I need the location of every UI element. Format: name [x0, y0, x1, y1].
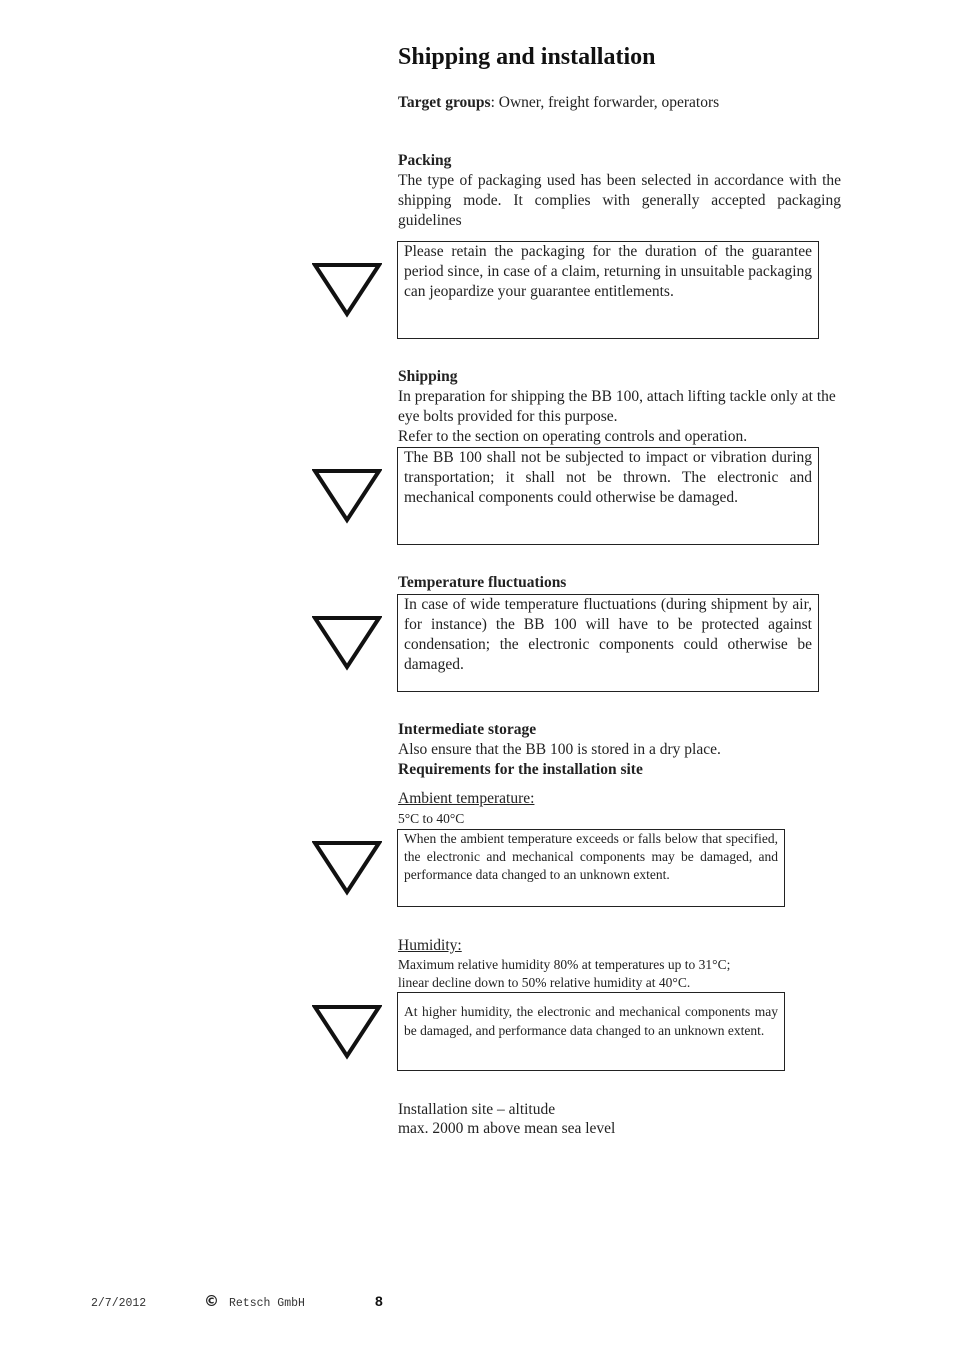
- shipping-warning-box: The BB 100 shall not be subjected to impact or vibration during transportation; it shall not be thrown. The electronic and mechanical components could otherwise be damaged.: [397, 447, 819, 545]
- packing-body: The type of packaging used has been selected in accordance with the shipping mode. It complies with generally accepted packaging guidelines: [398, 172, 841, 229]
- target-groups: [398, 93, 841, 113]
- storage-body: Also ensure that the BB 100 is stored in a dry place.: [398, 741, 721, 758]
- packing-heading: Packing: [398, 152, 452, 169]
- shipping-body-2: Refer to the section on operating controls and operation.: [398, 428, 748, 445]
- warning-triangle-icon: [312, 468, 382, 524]
- ambient-temperature-value: 5°C to 40°C: [398, 811, 465, 826]
- humidity-line-1: Maximum relative humidity 80% at temperatures up to 31°C;: [398, 957, 731, 972]
- packing-warning-box: Please retain the packaging for the duration of the guarantee period since, in case of a claim, returning in unsuitable packaging can jeopardize your guarantee entitlements.: [397, 241, 819, 339]
- footer-date: 2/7/2012: [91, 1297, 147, 1310]
- altitude-value: max. 2000 m above mean sea level: [398, 1120, 616, 1137]
- target-groups-value: : Owner, freight forwarder, operators: [490, 94, 720, 111]
- shipping-heading: Shipping: [398, 368, 458, 385]
- warning-triangle-icon: [312, 1004, 382, 1060]
- warning-triangle-icon: [312, 840, 382, 896]
- target-groups-label: Target groups: [398, 94, 491, 111]
- page-number: 8: [375, 1293, 383, 1309]
- temperature-heading: Temperature fluctuations: [398, 574, 567, 591]
- requirements-heading: Requirements for the installation site: [398, 761, 643, 778]
- shipping-body: In preparation for shipping the BB 100, attach lifting tackle only at the eye bolts provided for this purpose.: [398, 388, 836, 425]
- humidity-label: Humidity:: [398, 937, 462, 954]
- page-title: Shipping and installation: [398, 44, 656, 70]
- warning-triangle-icon: [312, 262, 382, 318]
- ambient-temperature-label: Ambient temperature:: [398, 790, 535, 807]
- ambient-warning-box: When the ambient temperature exceeds or falls below that specified, the electronic and mechanical components may be damaged, and performance data changed to an unknown extent.: [397, 829, 785, 907]
- storage-heading: Intermediate storage: [398, 721, 537, 738]
- humidity-warning-box: At higher humidity, the electronic and mechanical components may be damaged, and performance data changed to an unknown extent.: [397, 992, 785, 1071]
- footer-company: Retsch GmbH: [229, 1297, 305, 1310]
- altitude-label: Installation site – altitude: [398, 1101, 556, 1118]
- temperature-warning-box: In case of wide temperature fluctuations (during shipment by air, for instance) the BB 100 will have to be protected against condensation; the electronic components could otherwise be damaged.: [397, 594, 819, 692]
- humidity-line-2: linear decline down to 50% relative humidity at 40°C.: [398, 975, 691, 990]
- copyright-icon: ©: [204, 1292, 219, 1310]
- warning-triangle-icon: [312, 615, 382, 671]
